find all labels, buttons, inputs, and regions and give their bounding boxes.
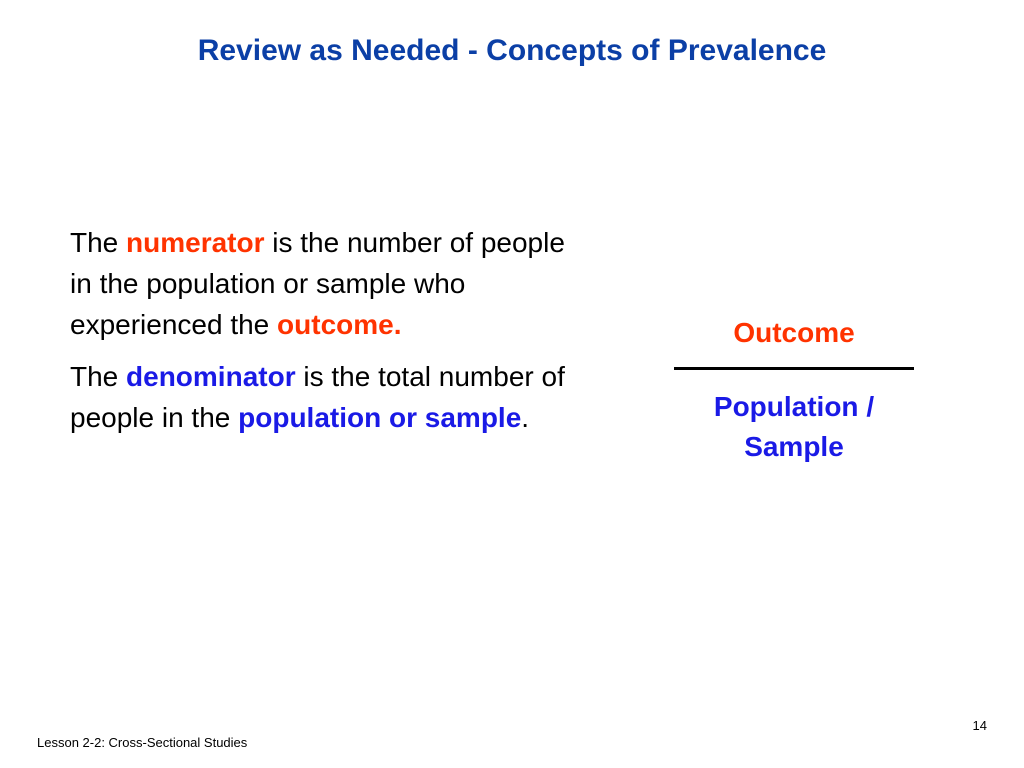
denominator-term: denominator xyxy=(126,361,296,392)
denominator-description: is the total number of people in the xyxy=(70,361,565,433)
slide-number: 14 xyxy=(972,718,987,733)
fraction-numerator: Outcome xyxy=(733,317,855,348)
denominator-period: . xyxy=(521,402,530,433)
prevalence-fraction xyxy=(673,312,915,467)
slide-title: Review as Needed - Concepts of Prevalence xyxy=(197,34,827,67)
fraction-bar xyxy=(674,367,914,370)
numerator-description: is the number of people in the population or sample who experienced the xyxy=(70,227,565,340)
body-text xyxy=(70,222,590,449)
numerator-prefix: The xyxy=(70,227,119,258)
fraction-denominator: Population / Sample xyxy=(713,391,875,462)
population-term: population or sample xyxy=(238,402,522,433)
denominator-definition xyxy=(70,356,590,438)
numerator-definition xyxy=(70,222,590,345)
denominator-prefix: The xyxy=(70,361,119,392)
footer-lesson-title: Lesson 2-2: Cross-Sectional Studies xyxy=(37,735,248,750)
numerator-term: numerator xyxy=(126,227,265,258)
outcome-term: outcome. xyxy=(277,309,402,340)
